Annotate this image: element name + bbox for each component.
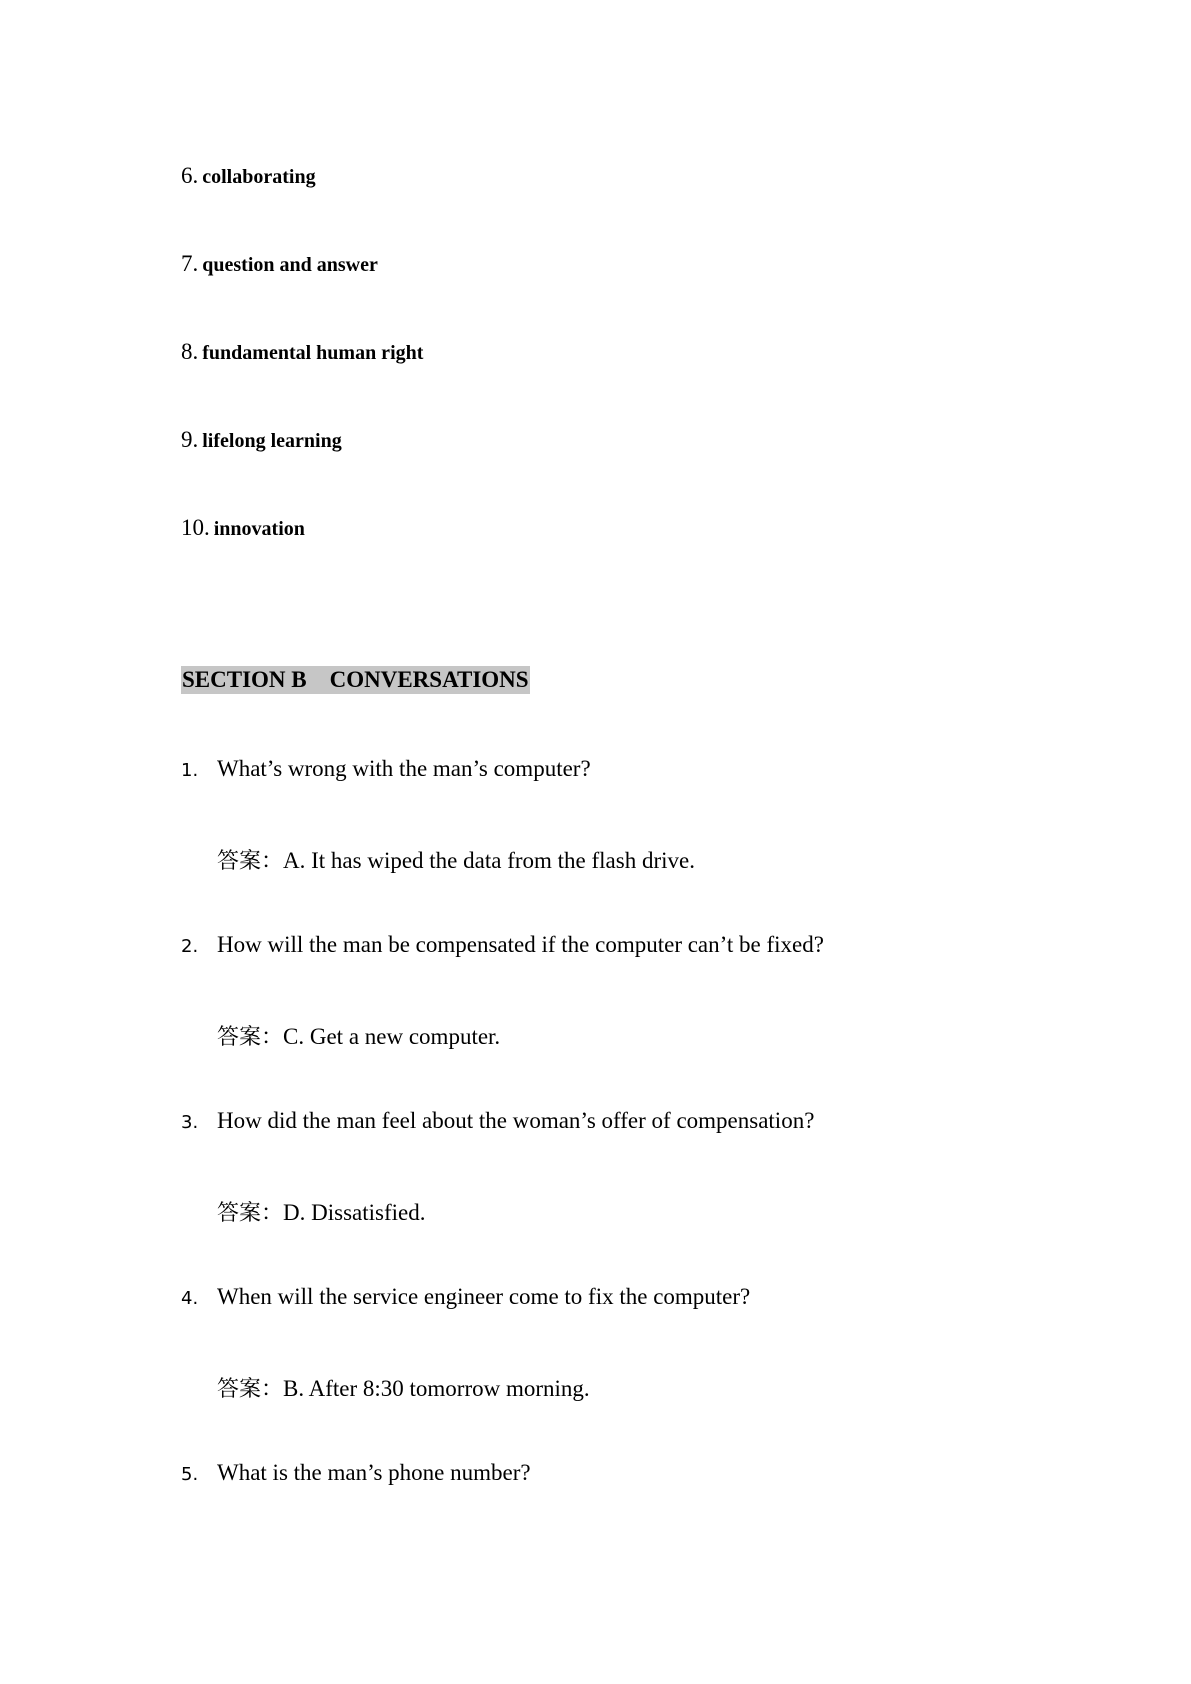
vocab-item-7 <box>181 251 378 277</box>
vocab-term: innovation <box>213 518 305 540</box>
question-number: 1. <box>181 760 199 781</box>
vocab-term: question and answer <box>202 254 378 276</box>
question-number: 2. <box>181 936 199 957</box>
question-number: 3. <box>181 1112 199 1133</box>
vocab-item-10 <box>181 515 305 541</box>
answer-text: C. Get a new computer. <box>283 1024 501 1049</box>
vocab-term: fundamental human right <box>202 342 424 364</box>
section-heading: SECTION B CONVERSATIONS <box>182 667 529 692</box>
question-text: What is the man’s phone number? <box>217 1460 531 1485</box>
question-4 <box>181 1284 750 1310</box>
question-number: 4. <box>181 1288 199 1309</box>
question-text: When will the service engineer come to fix the computer? <box>217 1284 751 1309</box>
answer-label: 答案： <box>217 1201 284 1226</box>
answer-text: D. Dissatisfied. <box>283 1200 426 1225</box>
vocab-item-6 <box>181 163 316 189</box>
vocab-term: lifelong learning <box>202 430 342 452</box>
question-2 <box>181 932 824 958</box>
vocab-item-8 <box>181 339 423 365</box>
question-text: How will the man be compensated if the computer can’t be fixed? <box>217 932 824 957</box>
answer-1 <box>217 844 695 875</box>
vocab-number: 8. <box>181 339 199 364</box>
answer-label: 答案： <box>217 1377 284 1402</box>
answer-label: 答案： <box>217 849 284 874</box>
question-5 <box>181 1460 531 1486</box>
vocab-item-9 <box>181 427 342 453</box>
answer-3 <box>217 1196 425 1227</box>
question-text: How did the man feel about the woman’s offer of compensation? <box>217 1108 815 1133</box>
vocab-term: collaborating <box>202 166 316 188</box>
vocab-number: 7. <box>181 251 199 276</box>
answer-2 <box>217 1020 500 1051</box>
question-3 <box>181 1108 814 1134</box>
answer-4 <box>217 1372 590 1403</box>
question-number: 5. <box>181 1464 199 1485</box>
vocab-number: 6. <box>181 163 199 188</box>
answer-text: B. After 8:30 tomorrow morning. <box>283 1376 590 1401</box>
vocab-number: 9. <box>181 427 199 452</box>
question-1 <box>181 756 591 782</box>
question-text: What’s wrong with the man’s computer? <box>217 756 591 781</box>
answer-label: 答案： <box>217 1025 284 1050</box>
vocab-number: 10. <box>181 515 210 540</box>
answer-text: A. It has wiped the data from the flash drive. <box>283 848 695 873</box>
